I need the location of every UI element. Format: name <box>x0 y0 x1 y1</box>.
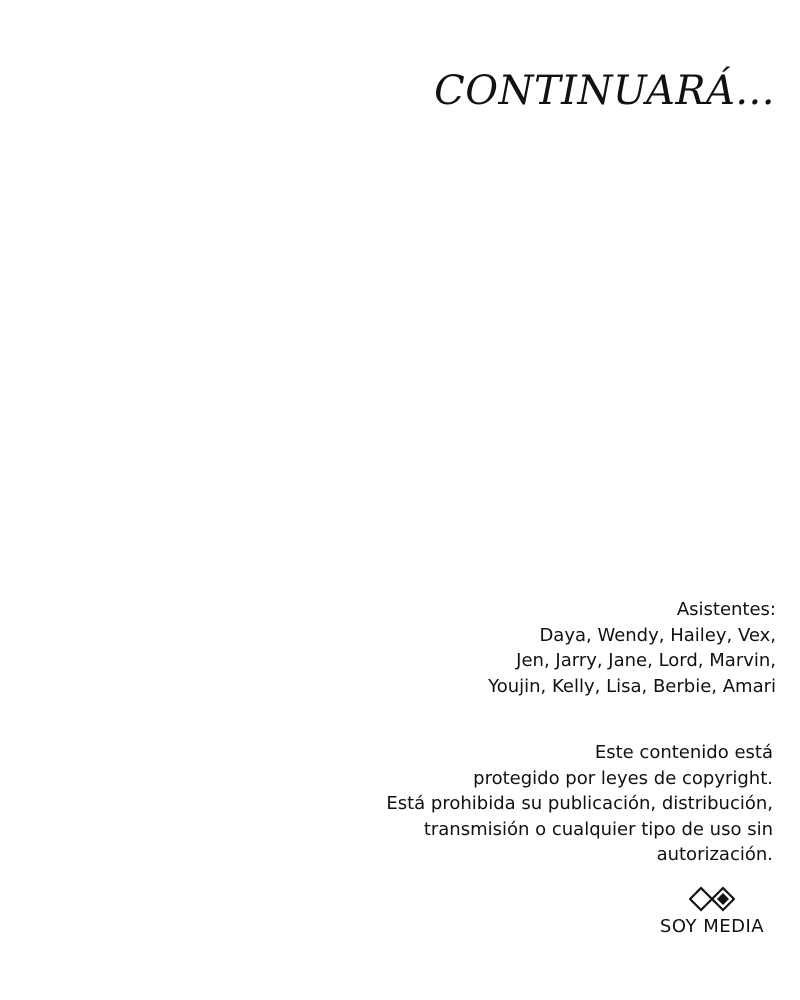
credits-line: Daya, Wendy, Hailey, Vex, <box>539 624 776 646</box>
notice-line: Está prohibida su publicación, distribución, <box>386 793 773 814</box>
assistants-credits <box>488 597 776 699</box>
credits-line: Jen, Jarry, Jane, Lord, Marvin, <box>516 650 776 671</box>
double-diamond-logo-icon <box>689 886 735 912</box>
soy-media-logo <box>654 886 770 937</box>
notice-line: Este contenido está <box>594 742 773 763</box>
credits-heading: Asistentes: <box>676 599 776 620</box>
notice-line: autorización. <box>656 844 773 865</box>
notice-line: transmisión o cualquier tipo de uso sin <box>423 818 773 840</box>
continued-title: CONTINUARÁ... <box>434 68 775 114</box>
copyright-notice <box>386 740 773 868</box>
credits-line: Youjin, Kelly, Lisa, Berbie, Amari <box>488 675 776 697</box>
logo-text: SOY MEDIA <box>659 916 765 937</box>
notice-line: protegido por leyes de copyright. <box>473 767 773 789</box>
